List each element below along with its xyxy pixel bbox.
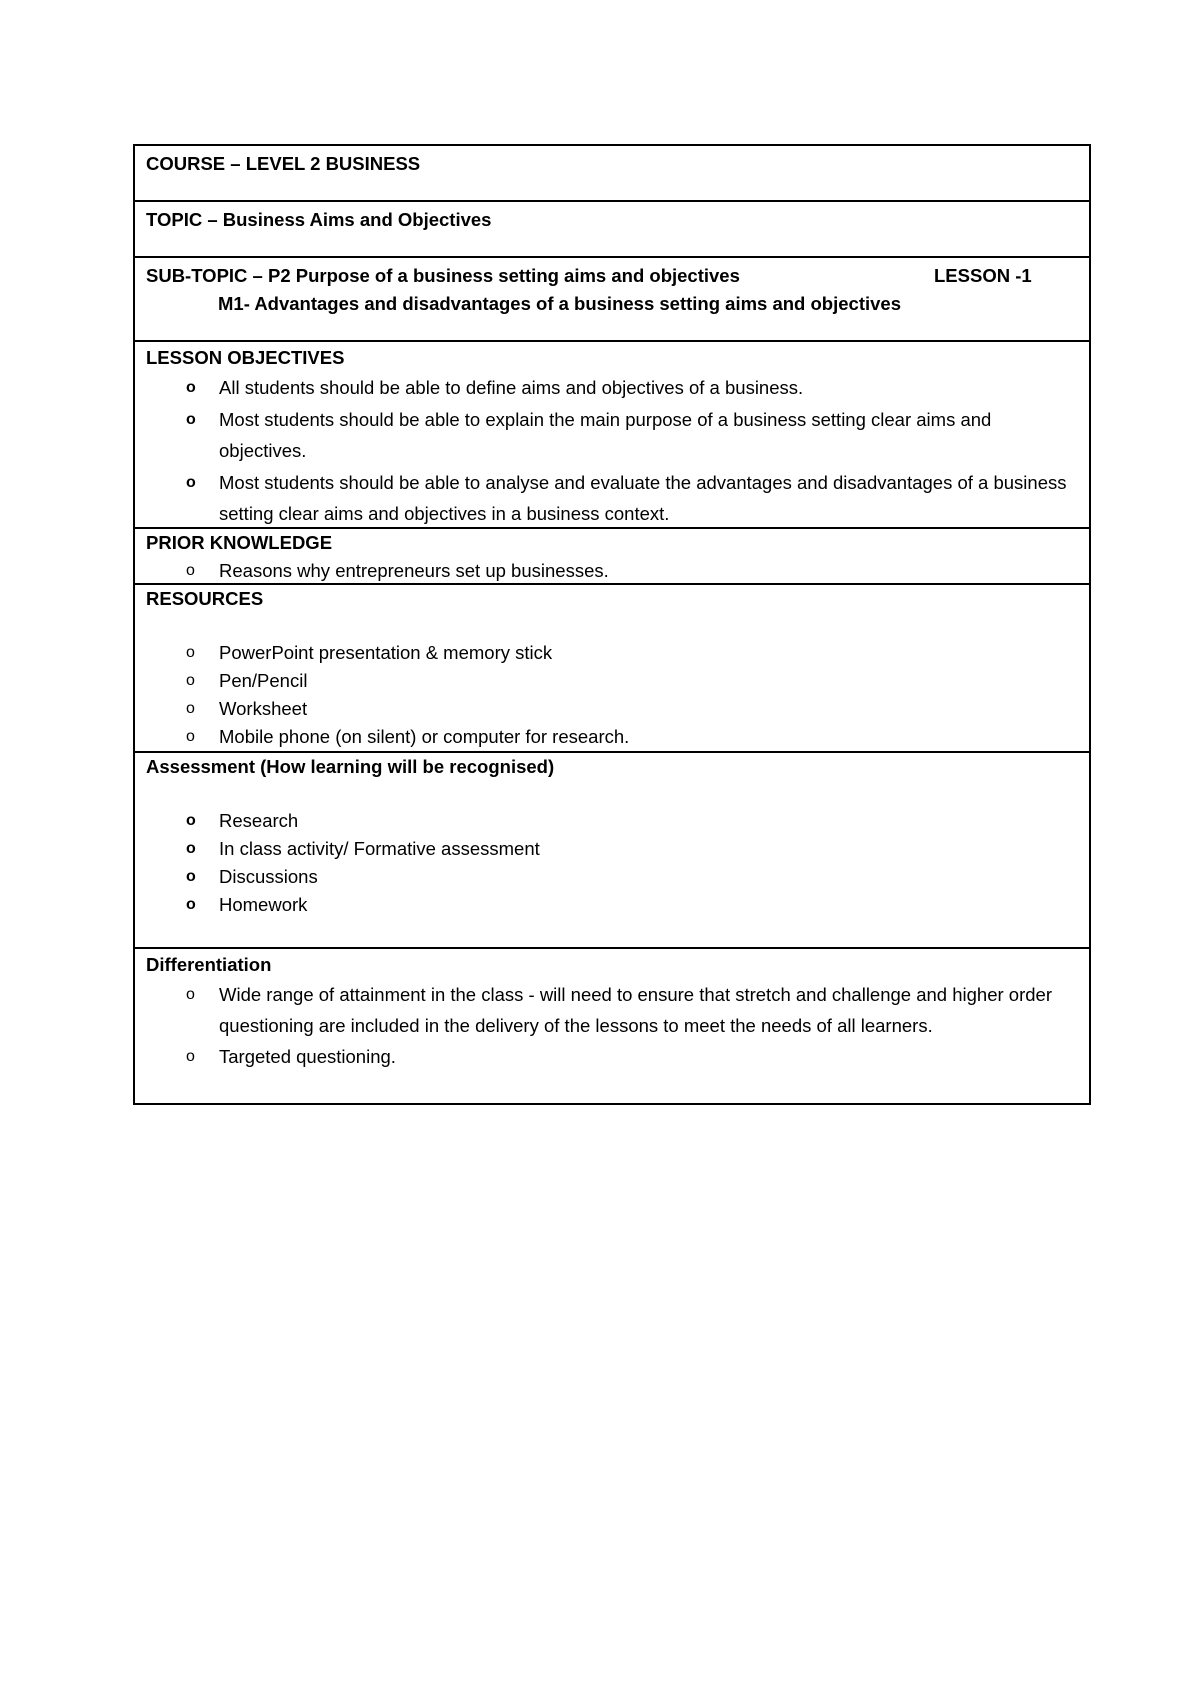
- bullet-icon: o: [186, 644, 195, 661]
- list-item: [146, 1041, 1079, 1072]
- list-item: [146, 723, 1079, 751]
- subtopic-row: [135, 258, 1089, 342]
- lesson-objectives-heading: LESSON OBJECTIVES: [146, 347, 345, 368]
- list-item: [146, 639, 1079, 667]
- list-item: [146, 807, 1079, 835]
- course-title: COURSE – LEVEL 2 BUSINESS: [146, 153, 421, 174]
- subtopic-line-1: SUB-TOPIC – P2 Purpose of a business setting aims and objectives: [146, 265, 740, 286]
- list-item: [146, 557, 1079, 585]
- bullet-icon: o: [186, 672, 195, 689]
- objective-text: Most students should be able to explain the main purpose of a business setting clear aims and objectives.: [219, 409, 992, 461]
- prior-knowledge-text: Reasons why entrepreneurs set up businesses.: [219, 560, 609, 581]
- resources-list: [146, 639, 1079, 751]
- topic-title: TOPIC – Business Aims and Objectives: [146, 209, 492, 230]
- lesson-number: LESSON -1: [934, 265, 1032, 286]
- bullet-icon: o: [186, 728, 195, 745]
- list-item: [146, 667, 1079, 695]
- assessment-text: Homework: [219, 894, 308, 915]
- bullet-icon: o: [186, 474, 196, 491]
- objective-text: Most students should be able to analyse and evaluate the advantages and disadvantages of a business setting clear aims and objectives in a business context.: [219, 472, 1067, 524]
- list-item: [146, 695, 1079, 723]
- bullet-icon: o: [186, 896, 196, 913]
- lesson-plan-table: [133, 144, 1091, 1105]
- bullet-icon: o: [186, 812, 196, 829]
- bullet-icon: o: [186, 868, 196, 885]
- bullet-icon: o: [186, 562, 195, 579]
- bullet-icon: o: [186, 840, 196, 857]
- course-row: [135, 146, 1089, 202]
- prior-knowledge-heading: PRIOR KNOWLEDGE: [146, 532, 333, 553]
- differentiation-row: [135, 949, 1089, 1103]
- differentiation-list: [146, 979, 1079, 1072]
- topic-row: [135, 202, 1089, 258]
- assessment-text: In class activity/ Formative assessment: [219, 838, 540, 859]
- lesson-objectives-row: [135, 342, 1089, 529]
- list-item: [146, 467, 1079, 529]
- resource-text: PowerPoint presentation & memory stick: [219, 642, 553, 663]
- objective-text: All students should be able to define aims and objectives of a business.: [219, 377, 804, 398]
- assessment-heading: Assessment (How learning will be recognised): [146, 756, 555, 777]
- differentiation-text: Targeted questioning.: [219, 1046, 396, 1067]
- assessment-row: [135, 753, 1089, 949]
- bullet-icon: o: [186, 700, 195, 717]
- objectives-list: [146, 372, 1079, 529]
- bullet-icon: o: [186, 1048, 195, 1065]
- resource-text: Pen/Pencil: [219, 670, 308, 691]
- differentiation-text: Wide range of attainment in the class - will need to ensure that stretch and challenge and higher order questioning are included in the delivery of the lessons to meet the needs of all learners.: [219, 984, 1052, 1036]
- resource-text: Worksheet: [219, 698, 308, 719]
- list-item: [146, 372, 1079, 403]
- bullet-icon: o: [186, 379, 196, 396]
- list-item: [146, 979, 1079, 1041]
- assessment-text: Research: [219, 810, 299, 831]
- list-item: [146, 891, 1079, 919]
- prior-knowledge-row: [135, 529, 1089, 585]
- assessment-list: [146, 807, 1079, 919]
- prior-knowledge-list: [146, 557, 1079, 585]
- differentiation-heading: Differentiation: [146, 954, 272, 975]
- subtopic-line-2: M1- Advantages and disadvantages of a business setting aims and objectives: [218, 293, 901, 314]
- resource-text: Mobile phone (on silent) or computer for research.: [219, 726, 630, 747]
- bullet-icon: o: [186, 411, 196, 428]
- list-item: [146, 863, 1079, 891]
- assessment-text: Discussions: [219, 866, 318, 887]
- list-item: [146, 404, 1079, 466]
- bullet-icon: o: [186, 986, 195, 1003]
- resources-heading: RESOURCES: [146, 588, 264, 609]
- list-item: [146, 835, 1079, 863]
- resources-row: [135, 585, 1089, 753]
